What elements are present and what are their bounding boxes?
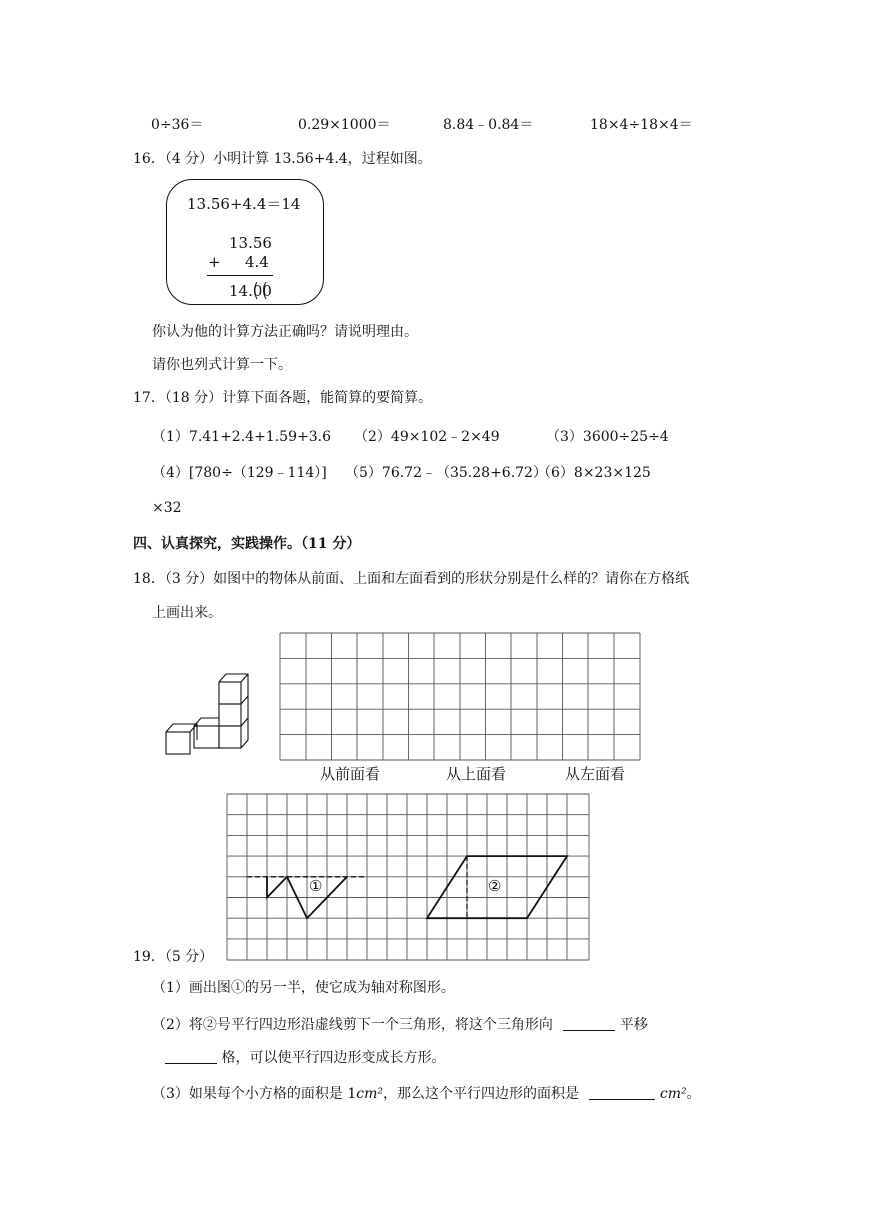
q18-header: 18．（3 分）如图中的物体从前面、上面和左面看到的形状分别是什么样的？请你在方格纸 bbox=[133, 571, 690, 587]
q19-part-2-cont: 格，可以使平行四边形变成长方形。 bbox=[221, 1050, 446, 1066]
cube-figure bbox=[163, 670, 255, 760]
q16-addend-top: 13.56 bbox=[229, 234, 272, 252]
q16-result: 14.00 bbox=[229, 282, 272, 300]
area-answer-blank[interactable] bbox=[589, 1085, 655, 1100]
q19-grid-paper[interactable] bbox=[226, 793, 591, 961]
q19-part-1: （1）画出图①的另一半，使它成为轴对称图形。 bbox=[152, 980, 455, 996]
direction-blank[interactable] bbox=[563, 1016, 615, 1031]
q16-sum-line bbox=[207, 275, 273, 276]
q16-question-2: 请你也列式计算一下。 bbox=[152, 357, 292, 373]
q18-grid-paper[interactable] bbox=[279, 632, 642, 761]
q16-equation: 13.56+4.4＝14 bbox=[187, 195, 301, 213]
q17-item-5: （5）76.72﹣（35.28+6.72） bbox=[345, 465, 547, 481]
q19-part-2-line-1 bbox=[152, 1016, 648, 1032]
q19-header: 19．（5 分） bbox=[133, 949, 214, 965]
unit-cm2-end: cm² bbox=[659, 1086, 687, 1102]
q16-header: 16．（4 分）小明计算 13.56+4.4，过程如图。 bbox=[133, 151, 432, 167]
q15-item-2: 0.29×1000＝ bbox=[298, 117, 391, 133]
q15-item-1: 0÷36＝ bbox=[151, 117, 204, 133]
q16-calc-box bbox=[166, 179, 324, 305]
q18-header-cont: 上画出来。 bbox=[152, 605, 222, 621]
q17-item-2: （2）49×102﹣2×49 bbox=[354, 429, 500, 445]
q17-item-6-cont: ×32 bbox=[152, 500, 182, 516]
q19-part-3-text-a: （3）如果每个小方格的面积是 1 bbox=[152, 1086, 357, 1102]
q15-item-3: 8.84﹣0.84＝ bbox=[443, 117, 534, 133]
q15-item-4: 18×4÷18×4＝ bbox=[590, 117, 693, 133]
q16-plus-sign: + bbox=[208, 253, 221, 271]
period: 。 bbox=[686, 1086, 701, 1102]
q17-item-6: （6）8×23×125 bbox=[537, 465, 651, 481]
q19-part-3-text-b: ，那么这个平行四边形的面积是 bbox=[383, 1086, 579, 1102]
q17-item-1: （1）7.41+2.4+1.59+3.6 bbox=[152, 429, 331, 445]
q17-item-4: （4）[780÷（129﹣114）] bbox=[152, 465, 327, 481]
view-label-front: 从前面看 bbox=[320, 765, 381, 783]
q19-part-2-translate: 平移 bbox=[619, 1017, 648, 1033]
q19-part-2-text: （2）将②号平行四边形沿虚线剪下一个三角形，将这个三角形向 bbox=[152, 1017, 553, 1033]
q19-part-3 bbox=[152, 1085, 701, 1101]
figure-1-label: ① bbox=[309, 877, 323, 895]
view-label-top: 从上面看 bbox=[446, 765, 507, 783]
section-4-title: 四、认真探究，实践操作。（11 分） bbox=[133, 536, 361, 552]
q17-header: 17．（18 分）计算下面各题，能简算的要简算。 bbox=[133, 390, 433, 406]
q16-addend-bottom: 4.4 bbox=[245, 253, 269, 271]
q17-item-3: （3）3600÷25÷4 bbox=[546, 429, 669, 445]
strike-marks bbox=[252, 281, 274, 301]
grid-count-blank[interactable] bbox=[165, 1049, 217, 1064]
q19-part-2-line-2 bbox=[165, 1049, 445, 1065]
figure-2-label: ② bbox=[488, 877, 502, 895]
view-label-left: 从左面看 bbox=[565, 765, 626, 783]
q16-question-1: 你认为他的计算方法正确吗？请说明理由。 bbox=[152, 324, 418, 340]
unit-cm2: cm² bbox=[356, 1086, 383, 1102]
